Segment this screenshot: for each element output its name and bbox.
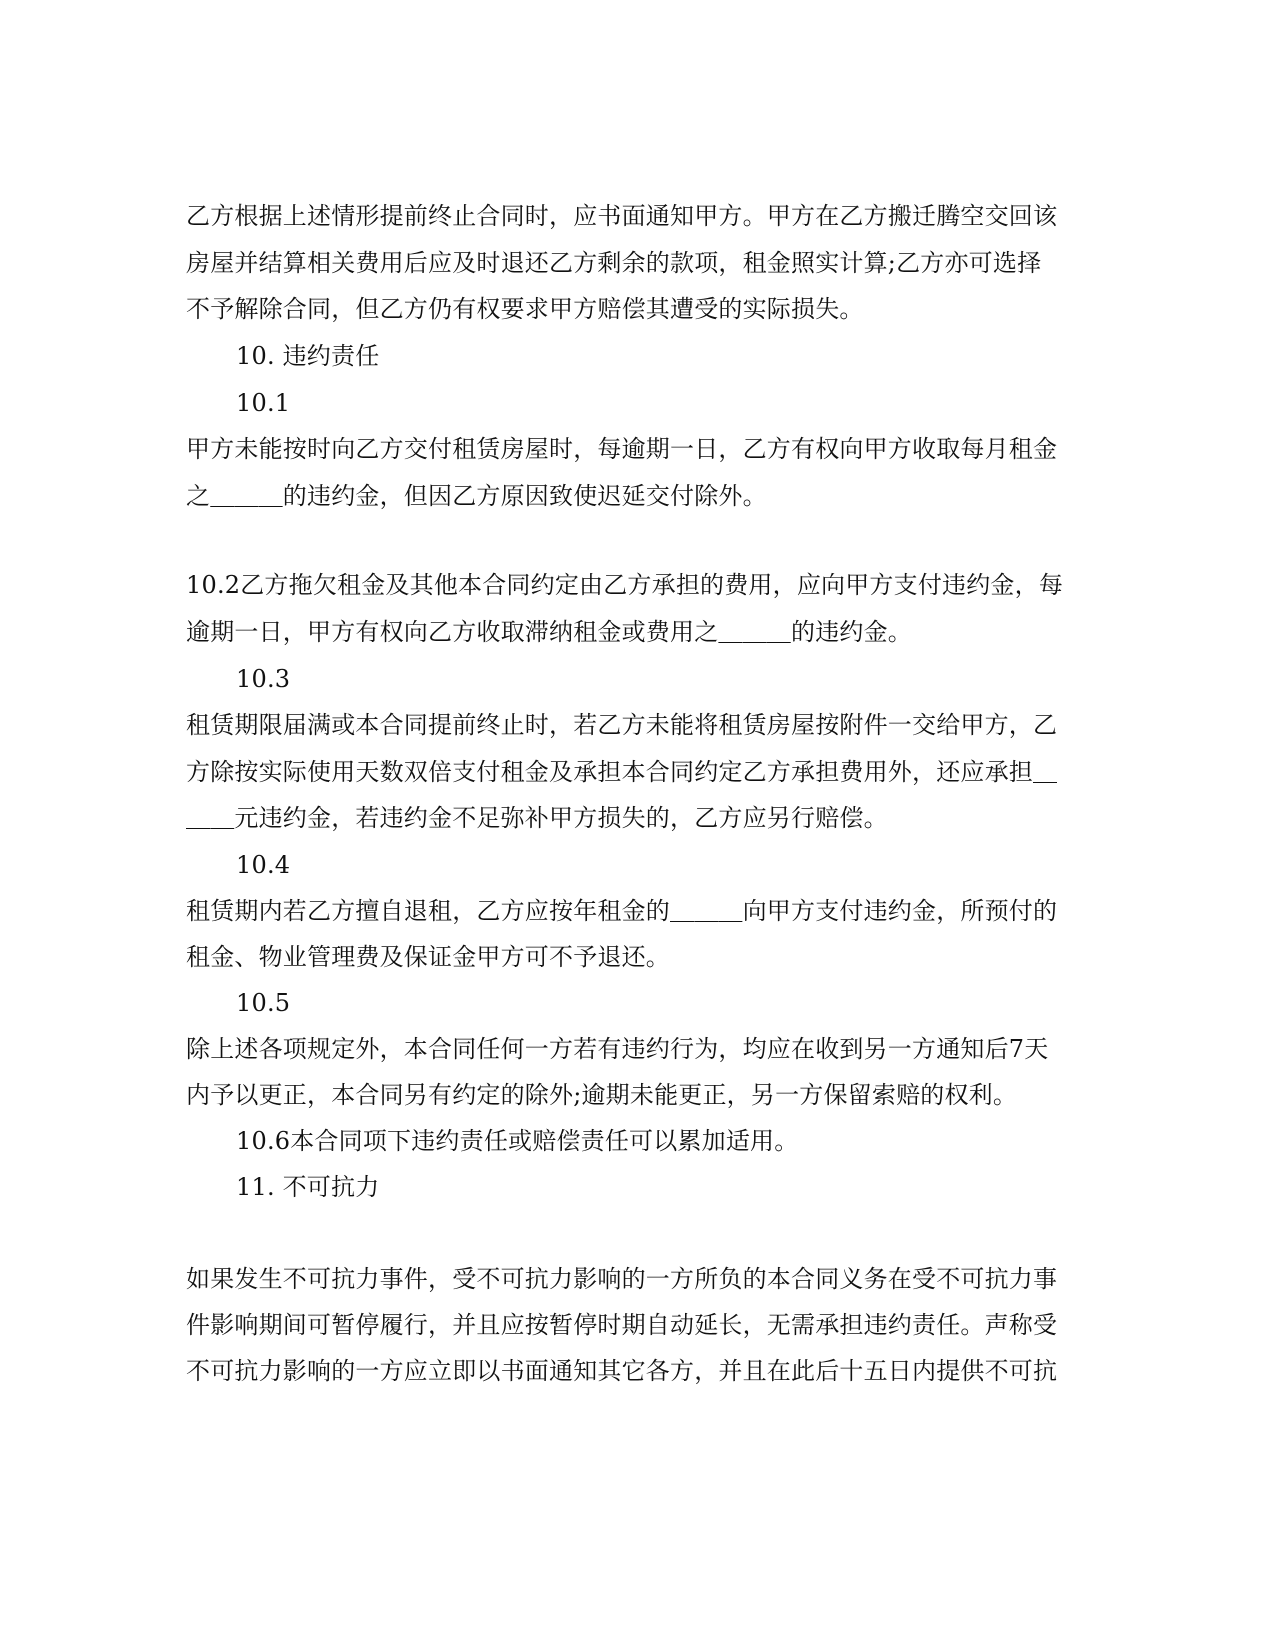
section-heading: 10. 违约责任 <box>236 342 380 370</box>
paragraph-line: 除上述各项规定外，本合同任何一方若有违约行为，均应在收到另一方通知后7天 <box>186 1035 1049 1063</box>
paragraph-line: 之＿＿＿的违约金，但因乙方原因致使迟延交付除外。 <box>186 482 767 510</box>
paragraph-line: 不予解除合同，但乙方仍有权要求甲方赔偿其遭受的实际损失。 <box>186 295 864 323</box>
paragraph-line: 乙方根据上述情形提前终止合同时，应书面通知甲方。甲方在乙方搬迁腾空交回该 <box>186 202 1058 230</box>
paragraph-line: 租金、物业管理费及保证金甲方可不予退还。 <box>186 943 670 971</box>
paragraph-line: 10.2乙方拖欠租金及其他本合同约定由乙方承担的费用，应向甲方支付违约金，每 <box>186 571 1064 599</box>
paragraph-line: ＿＿元违约金，若违约金不足弥补甲方损失的，乙方应另行赔偿。 <box>186 804 888 832</box>
clause-number: 10.3 <box>236 665 291 693</box>
section-heading: 11. 不可抗力 <box>236 1173 380 1201</box>
paragraph-line: 房屋并结算相关费用后应及时退还乙方剩余的款项，租金照实计算;乙方亦可选择 <box>186 249 1042 277</box>
paragraph-line: 租赁期内若乙方擅自退租，乙方应按年租金的＿＿＿向甲方支付违约金，所预付的 <box>186 897 1058 925</box>
paragraph-line: 10.6本合同项下违约责任或赔偿责任可以累加适用。 <box>236 1127 799 1155</box>
paragraph-line: 件影响期间可暂停履行，并且应按暂停时期自动延长，无需承担违约责任。声称受 <box>186 1311 1058 1339</box>
paragraph-line: 内予以更正，本合同另有约定的除外;逾期未能更正，另一方保留索赔的权利。 <box>186 1081 1018 1109</box>
clause-number: 10.1 <box>236 389 291 417</box>
paragraph-line: 方除按实际使用天数双倍支付租金及承担本合同约定乙方承担费用外，还应承担＿ <box>186 758 1058 786</box>
paragraph-line: 租赁期限届满或本合同提前终止时，若乙方未能将租赁房屋按附件一交给甲方，乙 <box>186 711 1058 739</box>
clause-number: 10.5 <box>236 989 291 1017</box>
paragraph-line: 如果发生不可抗力事件，受不可抗力影响的一方所负的本合同义务在受不可抗力事 <box>186 1265 1058 1293</box>
paragraph-line: 不可抗力影响的一方应立即以书面通知其它各方，并且在此后十五日内提供不可抗 <box>186 1357 1058 1385</box>
paragraph-line: 甲方未能按时向乙方交付租赁房屋时，每逾期一日，乙方有权向甲方收取每月租金 <box>186 435 1058 463</box>
clause-number: 10.4 <box>236 851 291 879</box>
paragraph-line: 逾期一日，甲方有权向乙方收取滞纳租金或费用之＿＿＿的违约金。 <box>186 618 912 646</box>
